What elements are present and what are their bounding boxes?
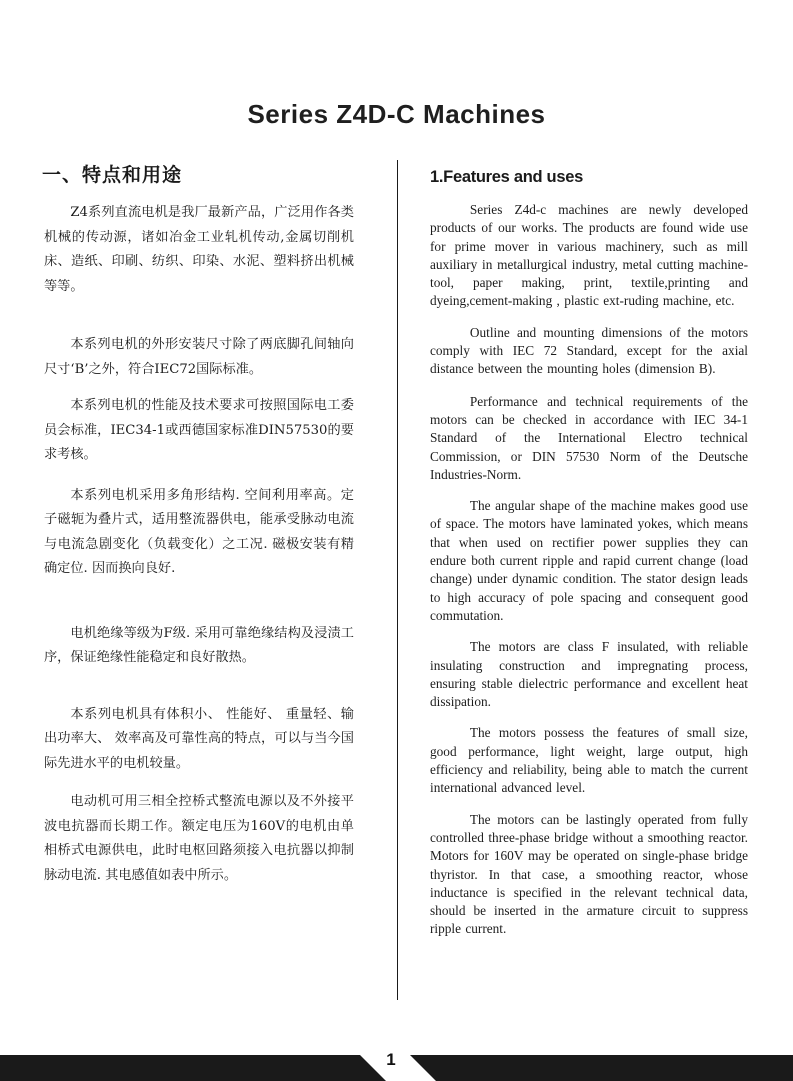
english-paragraph-6: The motors possess the features of small size, good performance, light weight, large output, high efficiency and reliability, being able to match the current international advanced level. — [430, 725, 748, 796]
english-paragraph-5: The motors are class F insulated, with reliable insulating construction and impregnating process, ensuring stable dielectric performance and excellent heat dissipation. — [430, 639, 748, 710]
english-section-heading: 1.Features and uses — [430, 168, 583, 186]
chinese-paragraph-4: 本系列电机采用多角形结构. 空间利用率高。定子磁轭为叠片式，适用整流器供电，能承受脉动电流与电流急剧变化（负载变化）之工况. 磁极安装有精确定位. 因而换向良好. — [44, 487, 354, 576]
chinese-paragraph-6: 本系列电机具有体积小、 性能好、 重量轻、输出功率大、 效率高及可靠性高的特点，可以与当今国际先进水平的电机较量。 — [44, 706, 354, 771]
english-paragraph-7: The motors can be lastingly operated from fully controlled three-phase bridge without a smoothing reactor. Motors for 160V may be operated on single-phase bridge thyristor. In that case, a smoothing reactor, whose inductance is specified in the relevant technical data, should be inserted in the armature circuit to suppress ripple current. — [430, 811, 748, 937]
english-paragraph-2: Outline and mounting dimensions of the motors comply with IEC 72 Standard, except for the axial distance between the mounting holes (dimension B). — [430, 324, 748, 377]
column-divider — [397, 160, 398, 1000]
chinese-paragraph-2: 本系列电机的外形安装尺寸除了两底脚孔间轴向尺寸‘B’之外，符合IEC72国际标准。 — [44, 337, 354, 377]
chinese-paragraph-5: 电机绝缘等级为F级. 采用可靠绝缘结构及浸渍工序，保证绝缘性能稳定和良好散热。 — [44, 625, 354, 665]
chinese-section-heading: 一、特点和用途 — [42, 164, 183, 186]
footer-band-right — [410, 1055, 793, 1081]
english-column — [430, 168, 748, 939]
chinese-column — [42, 160, 368, 888]
chinese-paragraph-1: Z4系列直流电机是我厂最新产品，广泛用作各类机械的传动源，诸如冶金工业轧机传动,金属切削机床、造纸、印刷、纺织、印染、水泥、塑料挤出机械等等。 — [44, 205, 354, 294]
page-title: Series Z4D-C Machines — [247, 99, 546, 129]
page-number: 1 — [386, 1050, 396, 1069]
footer-band-left — [0, 1055, 386, 1081]
chinese-paragraph-7: 电动机可用三相全控桥式整流电源以及不外接平波电抗器而长期工作。额定电压为160V的电机由单相桥式电源供电，此时电枢回路须接入电抗器以抑制脉动电流. 其电感值如表中所示。 — [44, 794, 354, 883]
english-paragraph-4: The angular shape of the machine makes good use of space. The motors have laminated yokes, which means that when used on rectifier power supplies they can endure both current ripple and rapid current change (load change) under dynamic condition. The stator design leads to high accuracy of pole spacing and consequent good commutation. — [430, 498, 748, 623]
chinese-paragraph-3: 本系列电机的性能及技术要求可按照国际电工委员会标准，IEC34-1或西德国家标准DIN57530的要求考核。 — [44, 398, 354, 462]
english-paragraph-3: Performance and technical requirements of the motors can be checked in accordance with IEC 34-1 Standard of the International Electro technical Commission, or DIN 57530 Norm of the Deutsche Industries-Norm. — [430, 393, 748, 482]
english-paragraph-1: Series Z4d-c machines are newly developed products of our works. The products are found wide use for prime mover in various machinery, such as mill auxiliary in metallurgical industry, metal cutting machine-tool, paper making, print, textile,printing and dyeing,cement-making , plastic ext-ruding machine, etc. — [430, 202, 748, 309]
